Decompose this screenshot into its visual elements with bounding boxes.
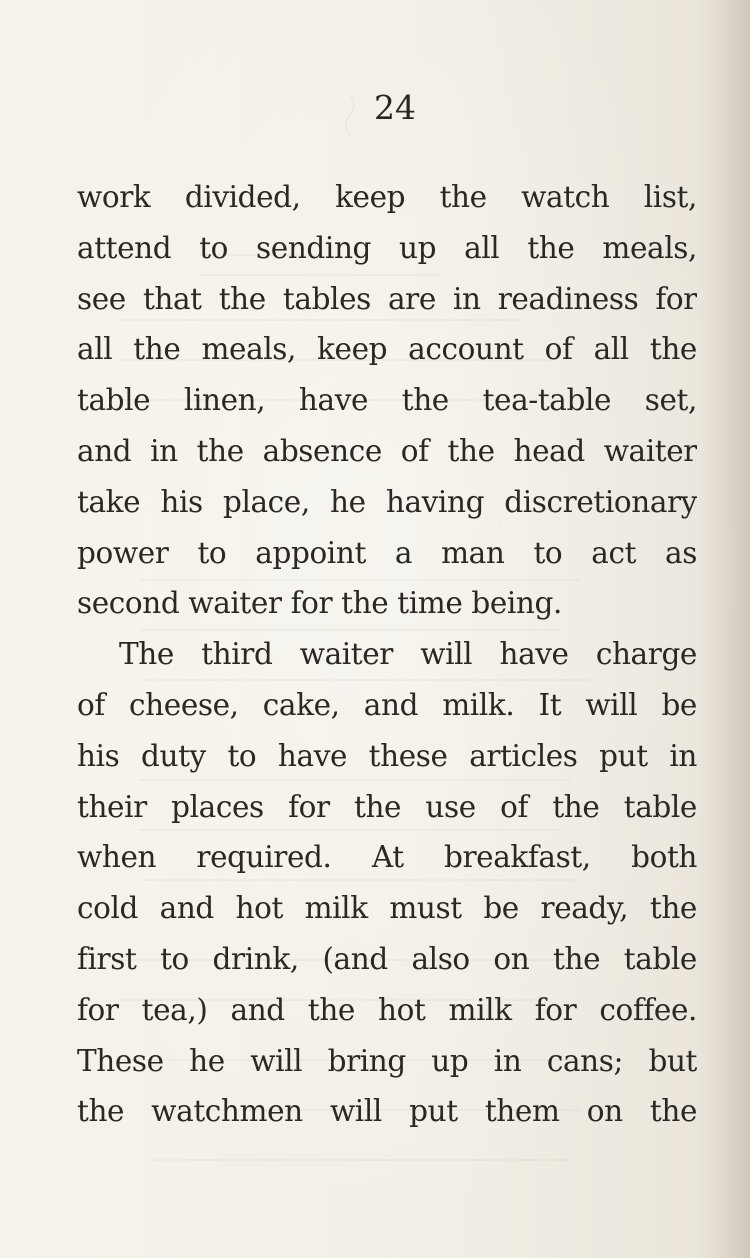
text-line: The third waiter will have charge xyxy=(119,637,697,672)
text-line: attend to sending up all the meals, xyxy=(77,230,697,265)
text-line: for tea,) and the hot milk for coffee. xyxy=(77,992,697,1027)
text-line: These he will bring up in cans; but xyxy=(77,1043,697,1078)
text-line: first to drink, (and also on the table xyxy=(77,941,697,976)
text-line: see that the tables are in readiness for xyxy=(77,281,697,316)
text-line: table linen, have the tea-table set, xyxy=(77,383,697,418)
text-line: his duty to have these articles put in xyxy=(77,738,697,773)
text-line: work divided, keep the watch list, xyxy=(77,180,697,214)
text-line: power to appoint a man to act as xyxy=(77,535,697,570)
text-line: second waiter for the time being. xyxy=(77,586,562,621)
text-line: take his place, he having discretionary xyxy=(77,484,697,519)
text-line: their places for the use of the table xyxy=(77,789,697,824)
text-line: all the meals, keep account of all the xyxy=(77,332,697,367)
text-line: the watchmen will put them on the xyxy=(77,1094,697,1129)
text-line: and in the absence of the head waiter xyxy=(77,433,697,468)
body-text xyxy=(77,172,697,1137)
text-line: cold and hot milk must be ready, the xyxy=(77,891,697,926)
text-line: when required. At breakfast, both xyxy=(77,840,697,875)
text-line: of cheese, cake, and milk. It will be xyxy=(77,687,697,722)
page-number: 24 xyxy=(374,88,416,127)
